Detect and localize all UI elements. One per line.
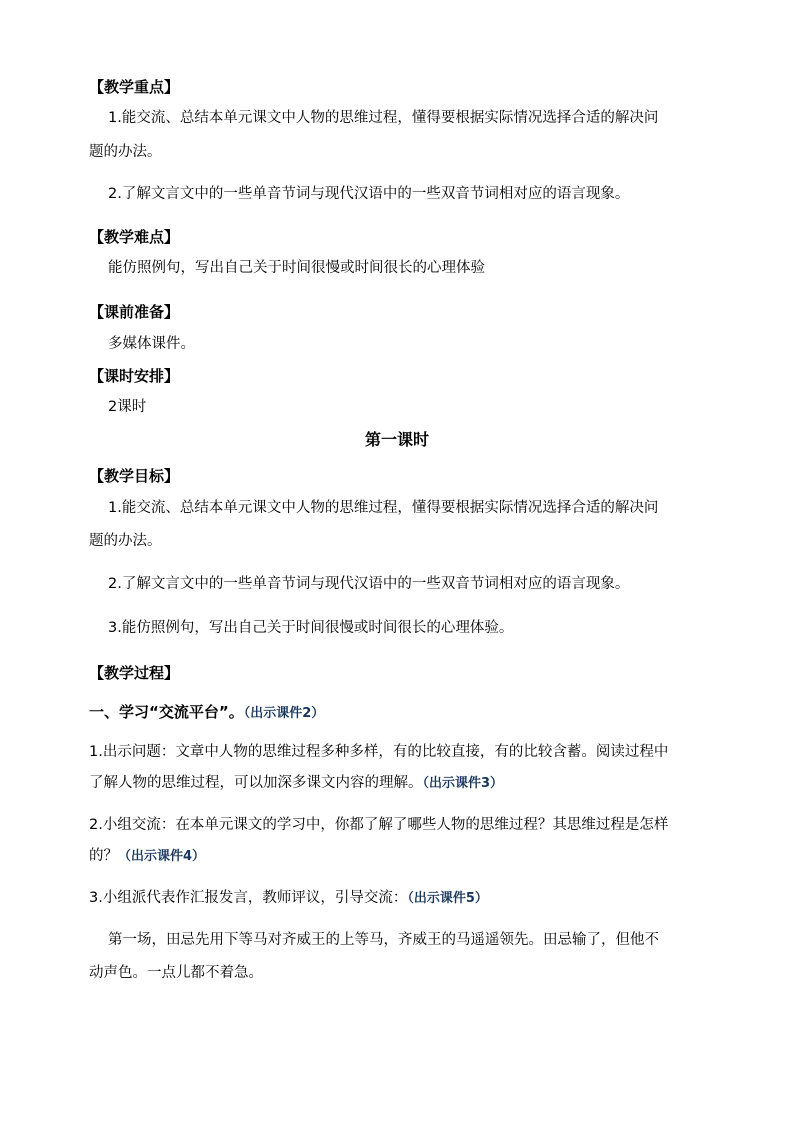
- goal-item-3: 3.能仿照例句，写出自己关于时间很慢或时间很长的心理体验。: [108, 620, 514, 636]
- process-item-1-line-2: [89, 773, 503, 794]
- step-1-title: 一、学习“交流平台”。: [89, 703, 244, 721]
- paragraph-line-2: 动声色。一点儿都不着急。: [89, 965, 263, 981]
- lesson-title: 第一课时: [364, 430, 429, 449]
- process-item-2-text: 的？: [89, 848, 118, 864]
- process-item-2-line-2: [89, 846, 205, 867]
- difficulty-text: 能仿照例句，写出自己关于时间很慢或时间很长的心理体验: [108, 260, 485, 276]
- focus-item-2: 2.了解文言文中的一些单音节词与现代汉语中的一些双音节词相对应的语言现象。: [108, 186, 630, 202]
- process-item-2-line-1: 2.小组交流：在本单元课文的学习中，你都了解了哪些人物的思维过程？其思维过程是怎样: [89, 817, 669, 833]
- teaching-process-heading: 【教学过程】: [89, 664, 180, 682]
- teaching-focus-heading: 【教学重点】: [89, 78, 180, 96]
- process-item-1-text: 了解人物的思维过程，可以加深多课文内容的理解。: [89, 775, 423, 791]
- goal-item-1-line-2: 题的办法。: [89, 533, 162, 549]
- schedule-text: 2课时: [108, 399, 147, 415]
- teaching-goals-heading: 【教学目标】: [89, 467, 180, 485]
- preparation-heading: 【课前准备】: [89, 303, 180, 321]
- courseware-ref-4: （出示课件4）: [118, 849, 206, 864]
- preparation-text: 多媒体课件。: [108, 336, 195, 352]
- focus-item-1-line-2: 题的办法。: [89, 144, 162, 160]
- courseware-ref-5: （出示课件5）: [407, 891, 488, 906]
- paragraph-line-1: 第一场，田忌先用下等马对齐威王的上等马，齐威王的马遥遥领先。田忌输了，但他不: [108, 932, 659, 948]
- goal-item-1-line-1: 1.能交流、总结本单元课文中人物的思维过程，懂得要根据实际情况选择合适的解决问: [108, 500, 659, 516]
- schedule-heading: 【课时安排】: [89, 367, 180, 385]
- process-item-3-text: 3.小组派代表作汇报发言，教师评议，引导交流：: [89, 890, 408, 906]
- focus-item-1-line-1: 1.能交流、总结本单元课文中人物的思维过程，懂得要根据实际情况选择合适的解决问: [108, 110, 659, 126]
- courseware-ref-3: （出示课件3）: [422, 776, 504, 791]
- goal-item-2: 2.了解文言文中的一些单音节词与现代汉语中的一些双音节词相对应的语言现象。: [108, 576, 630, 592]
- process-item-1-line-1: 1.出示问题：文章中人物的思维过程多种多样，有的比较直接，有的比较含蓄。阅读过程中: [89, 744, 669, 760]
- teaching-difficulty-heading: 【教学难点】: [89, 228, 180, 246]
- courseware-ref-2: （出示课件2）: [243, 706, 325, 721]
- process-item-3: [89, 888, 488, 909]
- step-1-line: [89, 702, 324, 724]
